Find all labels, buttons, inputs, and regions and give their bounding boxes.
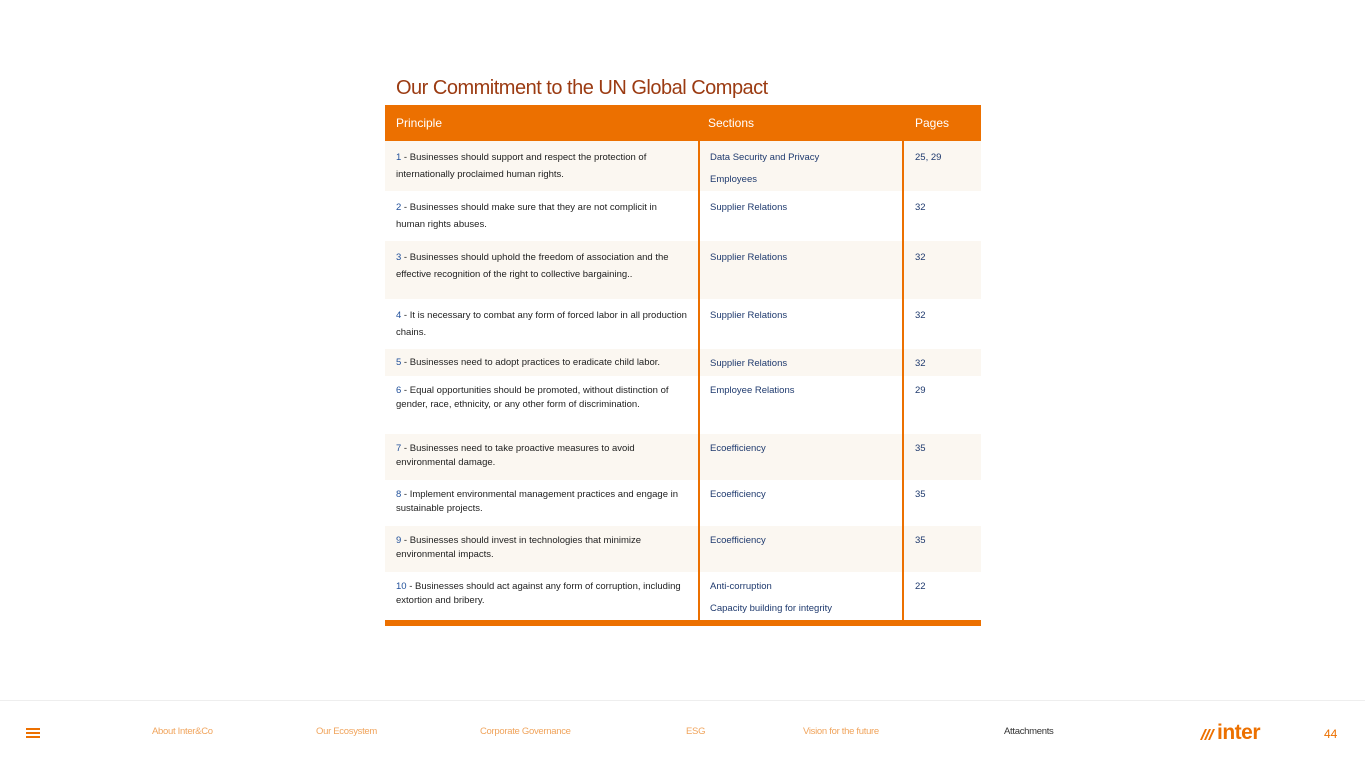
principle-text: - Businesses should make sure that they are not complicit in human rights abuses. [396,202,657,230]
compact-table [385,105,981,626]
pages-cell: 32 [915,358,926,369]
nav-about[interactable]: About Inter&Co [152,726,213,737]
section-link[interactable]: Supplier Relations [710,202,788,213]
principle-number: 4 [396,310,402,321]
pages-cell: 29 [915,385,926,396]
section-link[interactable]: Supplier Relations [710,358,788,369]
pages-cell: 32 [915,310,926,321]
principle-number: 10 [396,581,407,592]
principle-number: 9 [396,535,402,546]
page-number: 44 [1324,727,1338,741]
principle-text: - It is necessary to combat any form of forced labor in all production chains. [396,310,687,338]
principle-number: 8 [396,489,402,500]
sections-cell [698,572,904,620]
sections-cell [698,376,904,434]
principle-cell [385,299,698,349]
sections-cell [698,349,904,376]
principle-number: 2 [396,202,402,213]
principle-cell [385,141,698,191]
section-link[interactable]: Supplier Relations [710,310,788,321]
logo-text: inter [1217,721,1261,744]
pages-cell: 35 [915,489,926,500]
table-row [385,141,981,191]
sections-cell [698,299,904,349]
section-link[interactable]: Ecoefficiency [710,535,766,546]
principle-cell [385,526,698,572]
principle-cell [385,349,698,376]
principle-cell [385,434,698,480]
hamburger-menu-icon[interactable] [26,728,40,738]
nav-ecosystem[interactable]: Our Ecosystem [316,726,378,737]
table-row [385,299,981,349]
table-bottom-bar [385,620,981,626]
header-pages: Pages [915,116,950,130]
nav-governance[interactable]: Corporate Governance [480,726,571,737]
principle-text: - Businesses need to take proactive measures to avoid environmental damage. [396,443,635,468]
section-link[interactable]: Ecoefficiency [710,443,766,454]
pages-cell: 22 [915,581,926,592]
table-row [385,376,981,434]
header-principle: Principle [396,116,443,130]
sections-cell [698,434,904,480]
sections-cell [698,526,904,572]
principle-number: 7 [396,443,402,454]
table-row [385,526,981,572]
footer-nav [0,700,1365,768]
principle-cell [385,480,698,526]
sections-cell [698,141,904,191]
section-link[interactable]: Supplier Relations [710,252,788,263]
table-row [385,480,981,526]
pages-cell: 35 [915,535,926,546]
pages-cell: 35 [915,443,926,454]
nav-attachments[interactable]: Attachments [1004,726,1054,737]
principle-cell [385,376,698,434]
page-title: Our Commitment to the UN Global Compact [396,77,768,99]
table-row [385,434,981,480]
pages-cell: 32 [915,252,926,263]
principle-text: - Businesses should invest in technologies that minimize environmental impacts. [396,535,642,560]
principle-number: 6 [396,385,402,396]
nav-esg[interactable]: ESG [686,726,706,737]
principle-text: - Businesses should act against any form of corruption, including extortion and bribery. [396,581,681,606]
principle-text: - Businesses need to adopt practices to eradicate child labor. [401,357,661,368]
inter-logo-icon [1199,725,1215,741]
pages-cell: 32 [915,202,926,213]
section-link[interactable]: Ecoefficiency [710,489,766,500]
principle-text: - Businesses should support and respect the protection of internationally proclaimed human rights. [396,152,647,180]
principle-cell [385,241,698,299]
section-link[interactable]: Anti-corruption [710,581,772,592]
principle-text: - Businesses should uphold the freedom of association and the effective recognition of the right to collective bargaining.. [396,252,669,280]
inter-logo[interactable] [1199,721,1260,745]
section-link[interactable]: Employee Relations [710,385,795,396]
nav-vision[interactable]: Vision for the future [803,726,879,737]
sections-cell [698,191,904,241]
principle-cell [385,191,698,241]
pages-cell: 25, 29 [915,152,942,163]
principle-text: - Implement environmental management practices and engage in sustainable projects. [396,489,679,514]
sections-cell [698,241,904,299]
header-sections: Sections [708,116,755,130]
table-row [385,241,981,299]
table-header [385,105,981,141]
section-link[interactable]: Employees [710,174,757,185]
sections-cell [698,480,904,526]
table-row [385,349,981,376]
table-row [385,572,981,620]
principle-number: 3 [396,252,402,263]
principle-number: 5 [396,357,402,368]
principle-text: - Equal opportunities should be promoted, without distinction of gender, race, ethnicity, or any other form of discrimination. [396,385,669,410]
table-row [385,191,981,241]
section-link[interactable]: Capacity building for integrity [710,603,832,614]
principle-number: 1 [396,152,402,163]
section-link[interactable]: Data Security and Privacy [710,152,820,163]
principle-cell [385,572,698,620]
